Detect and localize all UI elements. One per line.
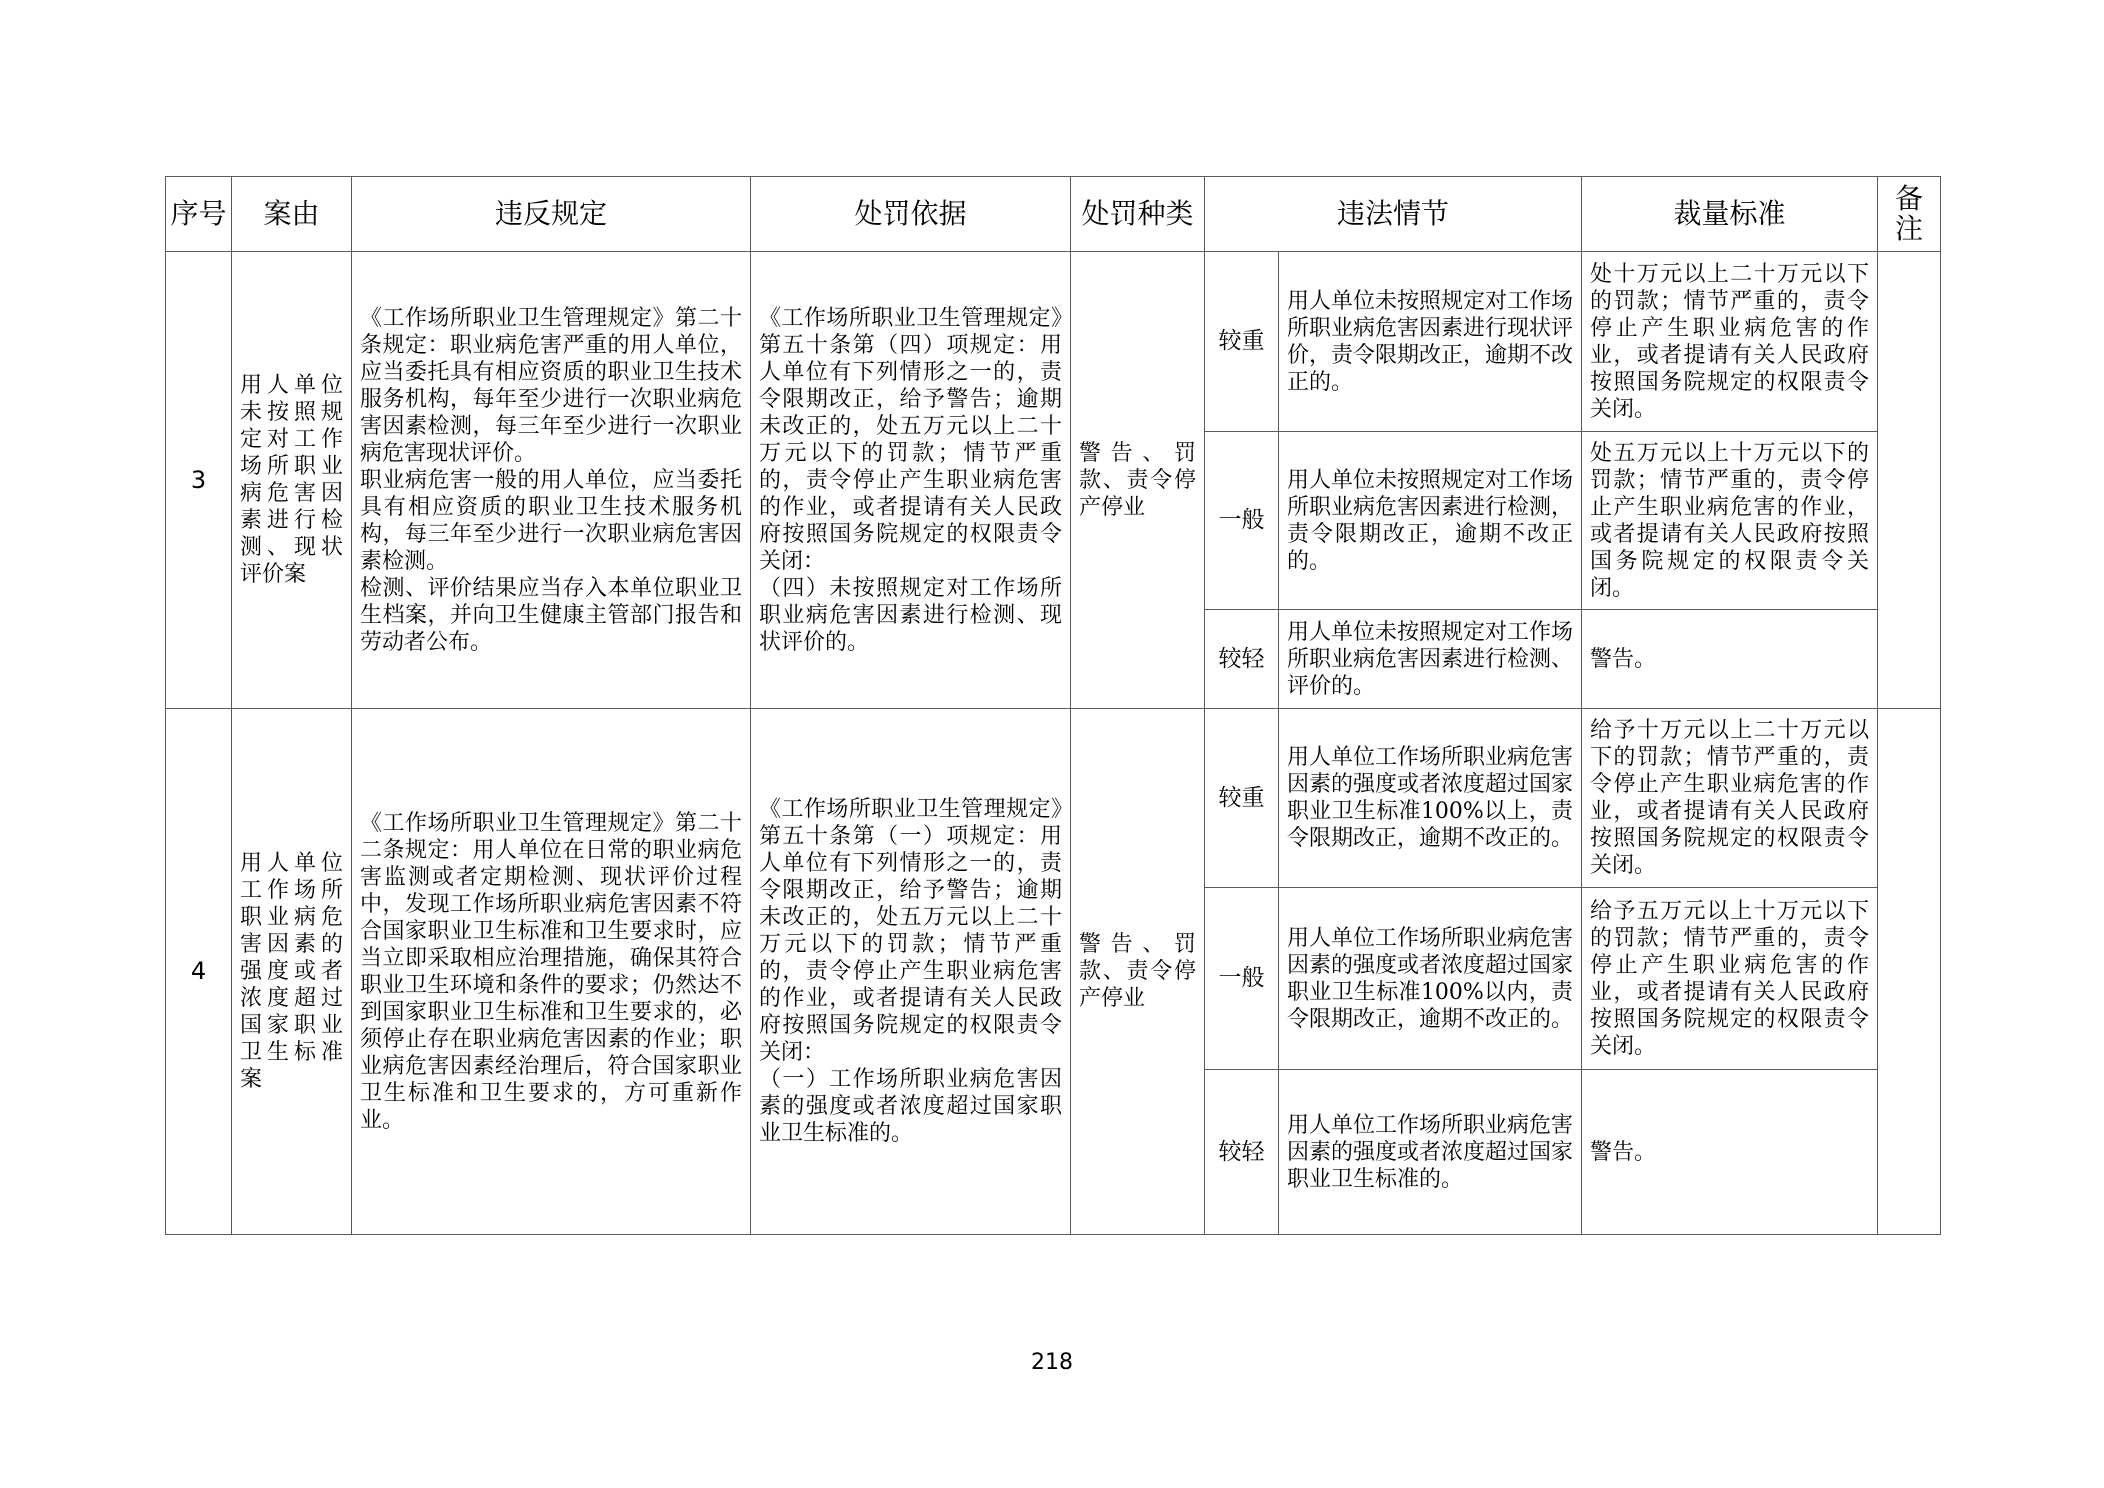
- case-violation: 《工作场所职业卫生管理规定》第二十二条规定：用人单位在日常的职业病危害监测或者定期检测、现状评价过程中，发现工作场所职业病危害因素不符合国家职业卫生标准和卫生要求时，应当立即采取相应治理措施，确保其符合职业卫生环境和条件的要求；仍然达不到国家职业卫生标准和卫生要求的，必须停止存在职业病危害因素的作业；职业病危害因素经治理后，符合国家职业卫生标准和卫生要求的，方可重新作业。: [352, 709, 751, 1235]
- header-violation: 违反规定: [352, 177, 751, 252]
- page-number: 218: [1031, 1350, 1073, 1375]
- level-standard: 给予五万元以上十万元以下的罚款；情节严重的，责令停止产生职业病危害的作业，或者提请有关人民政府按照国务院规定的权限责令关闭。: [1582, 888, 1878, 1070]
- level-label: 较轻: [1205, 610, 1279, 709]
- level-standard: 警告。: [1582, 610, 1878, 709]
- header-basis: 处罚依据: [751, 177, 1071, 252]
- header-penalty-type: 处罚种类: [1071, 177, 1205, 252]
- level-label: 较重: [1205, 709, 1279, 888]
- level-label: 一般: [1205, 432, 1279, 610]
- level-standard: 警告。: [1582, 1070, 1878, 1235]
- header-remarks: 备注: [1878, 177, 1941, 252]
- level-label: 一般: [1205, 888, 1279, 1070]
- table-row: [166, 709, 1941, 888]
- case-basis: 《工作场所职业卫生管理规定》第五十条第（一）项规定：用人单位有下列情形之一的，责令限期改正，给予警告；逾期未改正的，处五万元以上二十万元以下的罚款；情节严重的，责令停止产生职业病危害的作业，或者提请有关人民政府按照国务院规定的权限责令关闭： （一）工作场所职业病危害因素的强度或者浓度超过国家职业卫生标准的。: [751, 709, 1071, 1235]
- header-standard: 裁量标准: [1582, 177, 1878, 252]
- case-basis: 《工作场所职业卫生管理规定》第五十条第（四）项规定：用人单位有下列情形之一的，责令限期改正，给予警告；逾期未改正的，处五万元以上二十万元以下的罚款；情节严重的，责令停止产生职业病危害的作业，或者提请有关人民政府按照国务院规定的权限责令关闭： （四）未按照规定对工作场所职业病危害因素进行检测、现状评价的。: [751, 252, 1071, 709]
- level-standard: 处十万元以上二十万元以下的罚款；情节严重的，责令停止产生职业病危害的作业，或者提请有关人民政府按照国务院规定的权限责令关闭。: [1582, 252, 1878, 432]
- case-remarks: [1878, 709, 1941, 1235]
- case-seq: 4: [166, 709, 232, 1235]
- header-reason: 案由: [232, 177, 352, 252]
- level-circumstance: 用人单位工作场所职业病危害因素的强度或者浓度超过国家职业卫生标准的。: [1279, 1070, 1582, 1235]
- case-reason: 用人单位未按照规定对工作场所职业病危害因素进行检测、现状评价案: [232, 252, 352, 709]
- table-header-row: [166, 177, 1941, 252]
- penalty-discretion-table: [165, 176, 1941, 1235]
- level-label: 较重: [1205, 252, 1279, 432]
- header-circumstance: 违法情节: [1205, 177, 1582, 252]
- level-standard: 给予十万元以上二十万元以下的罚款；情节严重的，责令停止产生职业病危害的作业，或者提请有关人民政府按照国务院规定的权限责令关闭。: [1582, 709, 1878, 888]
- case-penalty-type: 警告、罚款、责令停产停业: [1071, 252, 1205, 709]
- level-circumstance: 用人单位工作场所职业病危害因素的强度或者浓度超过国家职业卫生标准100%以内，责令限期改正，逾期不改正的。: [1279, 888, 1582, 1070]
- level-circumstance: 用人单位未按照规定对工作场所职业病危害因素进行现状评价，责令限期改正，逾期不改正的。: [1279, 252, 1582, 432]
- case-violation: 《工作场所职业卫生管理规定》第二十条规定：职业病危害严重的用人单位，应当委托具有相应资质的职业卫生技术服务机构，每年至少进行一次职业病危害因素检测，每三年至少进行一次职业病危害现状评价。 职业病危害一般的用人单位，应当委托具有相应资质的职业卫生技术服务机构，每三年至少进行一次职业病危害因素检测。 检测、评价结果应当存入本单位职业卫生档案，并向卫生健康主管部门报告和劳动者公布。: [352, 252, 751, 709]
- case-seq: 3: [166, 252, 232, 709]
- case-remarks: [1878, 252, 1941, 709]
- case-reason: 用人单位工作场所职业病危害因素的强度或者浓度超过国家职业卫生标准案: [232, 709, 352, 1235]
- level-label: 较轻: [1205, 1070, 1279, 1235]
- header-seq: 序号: [166, 177, 232, 252]
- table-row: [166, 252, 1941, 432]
- level-circumstance: 用人单位未按照规定对工作场所职业病危害因素进行检测，责令限期改正，逾期不改正的。: [1279, 432, 1582, 610]
- level-circumstance: 用人单位工作场所职业病危害因素的强度或者浓度超过国家职业卫生标准100%以上，责令限期改正，逾期不改正的。: [1279, 709, 1582, 888]
- level-standard: 处五万元以上十万元以下的罚款；情节严重的，责令停止产生职业病危害的作业，或者提请有关人民政府按照国务院规定的权限责令关闭。: [1582, 432, 1878, 610]
- case-penalty-type: 警告、罚款、责令停产停业: [1071, 709, 1205, 1235]
- level-circumstance: 用人单位未按照规定对工作场所职业病危害因素进行检测、评价的。: [1279, 610, 1582, 709]
